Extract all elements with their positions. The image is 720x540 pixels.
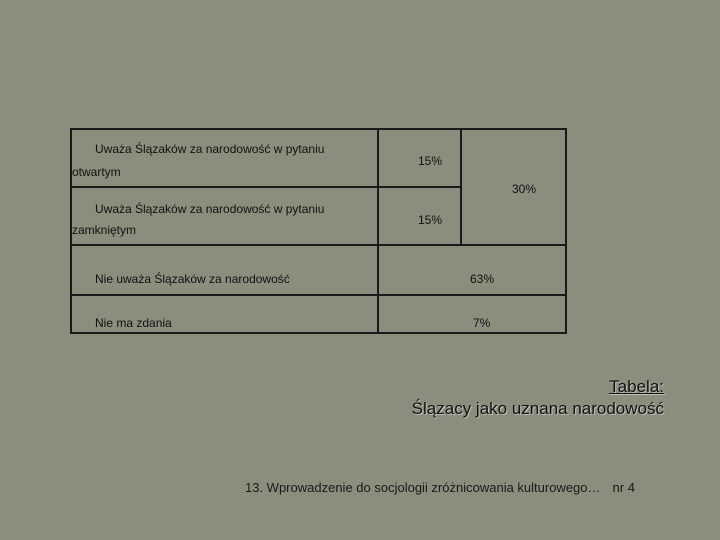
slide-footer — [245, 480, 635, 495]
row4-value: 7% — [473, 316, 491, 330]
page-number: nr 4 — [612, 480, 635, 495]
table-row-divider-3 — [70, 294, 567, 296]
table-column-divider — [377, 128, 379, 334]
row3-label: Nie uważa Ślązaków za narodowość — [95, 272, 290, 286]
row2-label-line2: zamkniętym — [72, 223, 137, 237]
table-row-divider-2 — [70, 244, 567, 246]
table-border-right — [565, 128, 567, 334]
footer-text: 13. Wprowadzenie do socjologii zróżnicowania kulturowego… — [245, 480, 601, 495]
row4-label: Nie ma zdania — [95, 316, 172, 330]
row1-label-line1: Uważa Ślązaków za narodowość w pytaniu — [95, 142, 325, 156]
table-border-bottom — [70, 332, 567, 334]
row1-label-line2: otwartym — [72, 165, 121, 179]
row2-value: 15% — [418, 213, 443, 227]
row3-value: 63% — [470, 272, 495, 286]
table-row-divider-1 — [70, 186, 462, 188]
caption-subtitle: Ślązacy jako uznana narodowość — [411, 399, 664, 418]
row2-label-line1: Uważa Ślązaków za narodowość w pytaniu — [95, 202, 325, 216]
data-table — [70, 128, 567, 334]
caption-title: Tabela: — [609, 377, 664, 396]
merged-value: 30% — [512, 182, 537, 196]
table-caption — [412, 376, 664, 420]
row1-value: 15% — [418, 154, 443, 168]
table-border-top — [70, 128, 567, 130]
